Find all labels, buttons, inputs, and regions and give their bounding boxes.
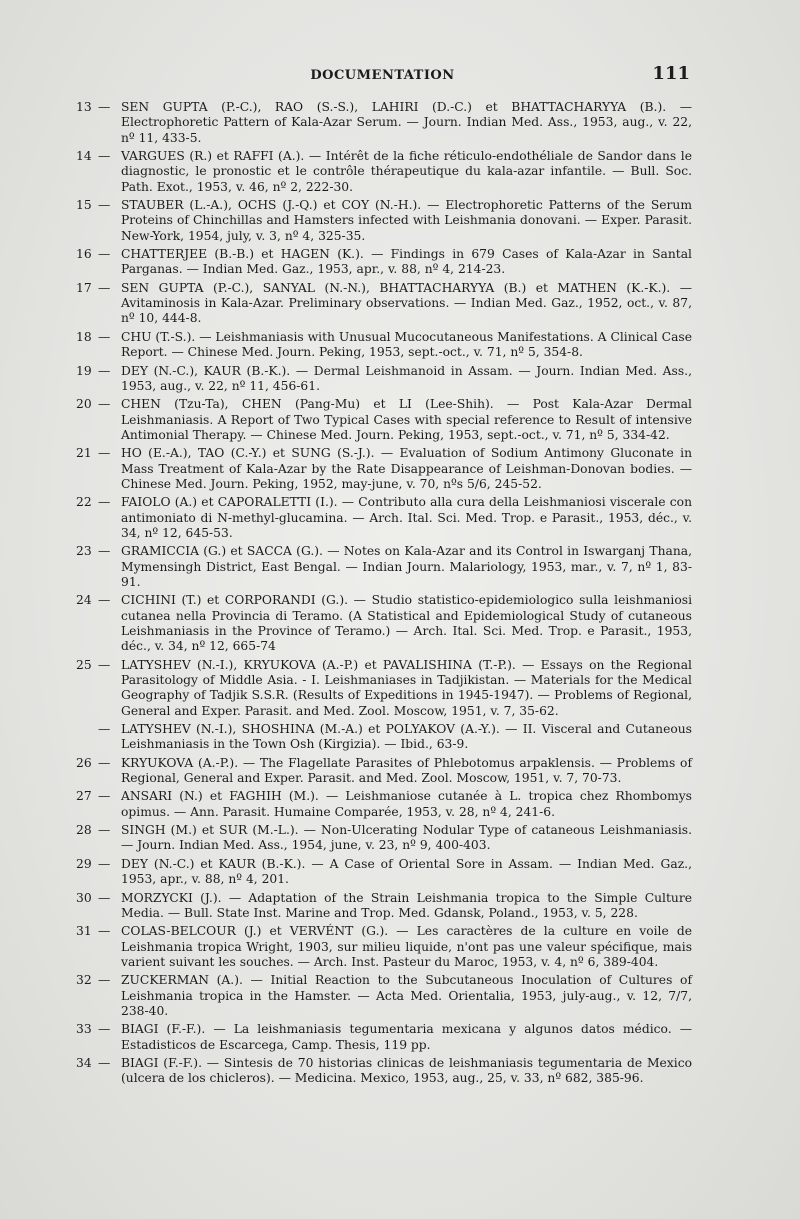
entry-citation: COLAS-BELCOUR (J.) et VERVÉNT (G.). — Les caractères de la culture en voile de Leishmania tropica Wright, 1903, sur milieu liquide, n'ont pas une valeur spécifique, mais varient suivant les souches. — Arch. Inst. Pasteur du Maroc, 1953, v. 4, nº 6, 389-404. xyxy=(121,924,692,969)
entry-citation: MORZYCKI (J.). — Adaptation of the Strain Leishmania tropica to the Simple Culture Media. — Bull. State Inst. Marine and Trop. Med. Gdansk, Poland., 1953, v. 5, 228. xyxy=(121,890,692,920)
entry-citation: SEN GUPTA (P.-C.), SANYAL (N.-N.), BHATTACHARYYA (B.) et MATHEN (K.-K.). — Avitaminosis in Kala-Azar. Preliminary observations. — Indian Med. Gaz., 1952, oct., v. 87, nº 10, 444-8. xyxy=(121,280,692,326)
entry-number: 16 xyxy=(76,247,92,262)
entry-number: 31 xyxy=(76,924,92,939)
entry-dash: — xyxy=(98,329,111,344)
bibliography-entry xyxy=(76,1022,692,1053)
entry-number: 18 xyxy=(76,329,92,344)
entry-number: 21 xyxy=(76,446,92,461)
entry-dash: — xyxy=(98,363,111,378)
entry-number: 25 xyxy=(76,657,92,672)
entry-dash: — xyxy=(98,100,111,114)
bibliography-entry xyxy=(76,247,692,278)
bibliography-entry xyxy=(76,756,692,787)
entry-dash: — xyxy=(98,924,111,939)
bibliography-entry xyxy=(76,364,692,395)
bibliography-entry xyxy=(76,924,692,970)
entry-dash: — xyxy=(98,755,111,770)
entry-number: 33 xyxy=(76,1022,92,1037)
bibliography-entry xyxy=(76,658,692,719)
entry-number: 27 xyxy=(76,789,92,804)
entry-dash: — xyxy=(98,856,111,871)
entry-dash: — xyxy=(98,823,111,838)
entry-number: 28 xyxy=(76,823,92,838)
entry-dash: — xyxy=(98,890,111,905)
entry-citation: BIAGI (F.-F.). — Sintesis de 70 historias clinicas de leishmaniasis tegumentaria de Mexico (ulcera de los chicleros). — Medicina. Mexico, 1953, aug., 25, v. 33, nº 682, 385-96. xyxy=(121,1055,692,1086)
bibliography-entry xyxy=(76,973,692,1019)
entry-dash: — xyxy=(98,247,111,262)
entry-citation: ZUCKERMAN (A.). — Initial Reaction to the Subcutaneous Inoculation of Cultures of Leishmania tropica in the Hamster. — Acta Med. Orientalia, 1953, july-aug., v. 12, 7/7, 238-40. xyxy=(121,973,692,1018)
bibliography-list xyxy=(76,100,692,1090)
entry-number: 23 xyxy=(76,544,92,559)
bibliography-entry xyxy=(76,789,692,820)
entry-number: 30 xyxy=(76,890,92,905)
entry-dash: — xyxy=(98,789,111,804)
bibliography-entry xyxy=(76,593,692,654)
entry-citation: SINGH (M.) et SUR (M.-L.). — Non-Ulcerating Nodular Type of cataneous Leishmaniasis. — Journ. Indian Med. Ass., 1954, june, v. 23, nº 9, 400-403. xyxy=(121,823,692,853)
entry-citation: DEY (N.-C.), KAUR (B.-K.). — Dermal Leishmanoid in Assam. — Journ. Indian Med. Ass., 1953, aug., v. 22, nº 11, 456-61. xyxy=(121,363,692,393)
bibliography-entry xyxy=(76,544,692,590)
entry-number: 13 xyxy=(76,100,92,114)
entry-citation: FAIOLO (A.) et CAPORALETTI (I.). — Contributo alla cura della Leishmaniosi viscerale con antimoniato di N-methyl-glucamina. — Arch. Ital. Sci. Med. Trop. e Parasit., 1953, déc., v. 34, nº 12, 645-53. xyxy=(121,495,692,540)
bibliography-entry xyxy=(76,891,692,922)
entry-number: 22 xyxy=(76,495,92,510)
entry-dash: — xyxy=(98,657,111,672)
bibliography-entry xyxy=(76,100,692,146)
bibliography-entry xyxy=(76,397,692,443)
bibliography-entry xyxy=(76,281,692,327)
bibliography-entry xyxy=(76,198,692,244)
entry-number: 26 xyxy=(76,755,92,770)
entry-citation: CHATTERJEE (B.-B.) et HAGEN (K.). — Findings in 679 Cases of Kala-Azar in Santal Parganas. — Indian Med. Gaz., 1953, apr., v. 88, nº 4, 214-23. xyxy=(121,247,692,277)
entry-number: 32 xyxy=(76,973,92,988)
entry-dash: — xyxy=(98,593,111,608)
entry-dash: — xyxy=(98,722,111,737)
entry-citation: DEY (N.-C.) et KAUR (B.-K.). — A Case of Oriental Sore in Assam. — Indian Med. Gaz., 1953, apr., v. 88, nº 4, 201. xyxy=(121,856,692,887)
entry-number: 14 xyxy=(76,149,92,164)
entry-dash: — xyxy=(98,280,111,295)
entry-citation: CICHINI (T.) et CORPORANDI (G.). — Studio statistico-epidemiologico sulla leishmaniosi cutanea nella Provincia di Teramo. (A Statistical and Epidemiological Study of cutaneous Leishmaniasis in the Province of Teramo.) — Arch. Ital. Sci. Med. Trop. e Parasit., 1953, déc., v. 34, nº 12, 665-74 xyxy=(121,593,692,654)
bibliography-entry xyxy=(76,857,692,888)
bibliography-entry xyxy=(76,149,692,195)
entry-citation: LATYSHEV (N.-I.), KRYUKOVA (A.-P.) et PAVALISHINA (T.-P.). — Essays on the Regional Parasitology of Middle Asia. - I. Leishmaniases in Tadjikistan. — Materials for the Medical Geography of Tadjik S.S.R. (Results of Expeditions in 1945-1947). — Problems of Regional, General and Exper. Parasit. and Med. Zool. Moscow, 1951, v. 7, 35-62. xyxy=(121,657,692,718)
entry-citation: STAUBER (L.-A.), OCHS (J.-Q.) et COY (N.-H.). — Electrophoretic Patterns of the Serum Proteins of Chinchillas and Hamsters infected with Leishmania donovani. — Exper. Parasit. New-York, 1954, july, v. 3, nº 4, 325-35. xyxy=(121,198,692,243)
entry-citation: ANSARI (N.) et FAGHIH (M.). — Leishmaniose cutanée à L. tropica chez Rhombomys opimus. — Ann. Parasit. Humaine Comparée, 1953, v. 28, nº 4, 241-6. xyxy=(121,789,692,819)
entry-dash: — xyxy=(98,446,111,461)
entry-dash: — xyxy=(98,198,111,213)
bibliography-entry xyxy=(76,823,692,854)
entry-citation: HO (E.-A.), TAO (C.-Y.) et SUNG (S.-J.). — Evaluation of Sodium Antimony Gluconate in Mass Treatment of Kala-Azar by the Rate Disappearance of Leishman-Donovan bodies. — Chinese Med. Journ. Peking, 1952, may-june, v. 70, nºs 5/6, 245-52. xyxy=(121,446,692,491)
entry-number: 19 xyxy=(76,363,92,378)
entry-dash: — xyxy=(98,149,111,164)
entry-dash: — xyxy=(98,544,111,559)
entry-citation: SEN GUPTA (P.-C.), RAO (S.-S.), LAHIRI (D.-C.) et BHATTACHARYYA (B.). — Electrophoretic Pattern of Kala-Azar Serum. — Journ. Indian Med. Ass., 1953, aug., v. 22, nº 11, 433-5. xyxy=(121,100,692,145)
entry-citation: BIAGI (F.-F.). — La leishmaniasis tegumentaria mexicana y algunos datos médico. — Estadisticos de Escarcega, Camp. Thesis, 119 pp. xyxy=(121,1022,692,1052)
bibliography-entry xyxy=(76,495,692,541)
entry-number: 34 xyxy=(76,1055,92,1070)
entry-number: 20 xyxy=(76,397,92,412)
entry-citation: GRAMICCIA (G.) et SACCA (G.). — Notes on Kala-Azar and its Control in Iswarganj Thana, Mymensingh District, East Bengal. — Indian Journ. Malariology, 1953, mar., v. 7, nº 1, 83-91. xyxy=(121,544,692,589)
bibliography-entry xyxy=(76,1056,692,1087)
entry-number: 29 xyxy=(76,856,92,871)
bibliography-entry xyxy=(76,446,692,492)
entry-dash: — xyxy=(98,973,111,988)
entry-citation: CHEN (Tzu-Ta), CHEN (Pang-Mu) et LI (Lee-Shih). — Post Kala-Azar Dermal Leishmaniasis. A Report of Two Typical Cases with special reference to Result of intensive Antimonial Therapy. — Chinese Med. Journ. Peking, 1953, sept.-oct., v. 71, nº 5, 334-42. xyxy=(121,397,692,442)
bibliography-entry xyxy=(76,330,692,361)
entry-number: 17 xyxy=(76,280,92,295)
entry-citation: VARGUES (R.) et RAFFI (A.). — Intérêt de la fiche réticulo-endothéliale de Sandor dans le diagnostic, le pronostic et le contrôle thérapeutique du kala-azar infantile. — Bull. Soc. Path. Exot., 1953, v. 46, nº 2, 222-30. xyxy=(121,149,692,194)
entry-citation: LATYSHEV (N.-I.), SHOSHINA (M.-A.) et POLYAKOV (A.-Y.). — II. Visceral and Cutaneous Leishmaniasis in the Town Osh (Kirgizia). — Ibid., 63-9. xyxy=(121,722,692,752)
page-number: 111 xyxy=(652,63,690,84)
entry-dash: — xyxy=(98,1055,111,1070)
page-header xyxy=(75,62,690,88)
bibliography-entry xyxy=(76,722,692,753)
entry-number: 24 xyxy=(76,593,92,608)
running-title: DOCUMENTATION xyxy=(310,68,455,83)
entry-dash: — xyxy=(98,1022,111,1037)
entry-citation: CHU (T.-S.). — Leishmaniasis with Unusual Mucocutaneous Manifestations. A Clinical Case Report. — Chinese Med. Journ. Peking, 1953, sept.-oct., v. 71, nº 5, 354-8. xyxy=(121,329,692,360)
entry-citation: KRYUKOVA (A.-P.). — The Flagellate Parasites of Phlebotomus arpaklensis. — Problems of Regional, General and Exper. Parasit. and Med. Zool. Moscow, 1951, v. 7, 70-73. xyxy=(121,755,692,786)
entry-number: 15 xyxy=(76,198,92,213)
entry-dash: — xyxy=(98,397,111,412)
entry-dash: — xyxy=(98,495,111,510)
